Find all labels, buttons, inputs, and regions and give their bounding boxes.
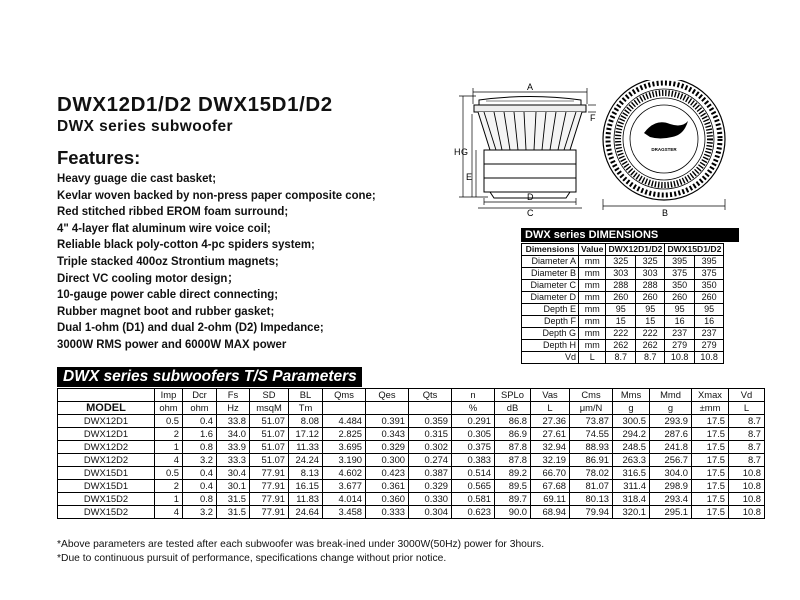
- ts-cell: %: [452, 402, 495, 415]
- ts-cell: 33.8: [217, 415, 250, 428]
- ts-header-row: [58, 389, 765, 402]
- label-c: C: [527, 208, 534, 218]
- ts-cell: Vd: [729, 389, 765, 402]
- dimensions-row: [522, 268, 724, 280]
- dimensions-row: [522, 256, 724, 268]
- dimensions-header-cell: Value: [579, 244, 606, 256]
- dimensions-cell: 260: [694, 292, 723, 304]
- ts-cell: 8.7: [729, 415, 765, 428]
- dimensions-cell: 10.8: [694, 352, 723, 364]
- ts-cell: 0.4: [183, 415, 217, 428]
- ts-cell: 0.315: [409, 428, 452, 441]
- ts-cell: 2: [155, 428, 183, 441]
- feature-item: 4" 4-layer flat aluminum wire voice coil;: [57, 220, 271, 235]
- ts-cell: 4.602: [323, 467, 366, 480]
- ts-cell: 4: [155, 454, 183, 467]
- model-cell: DWX12D1: [58, 415, 155, 428]
- ts-cell: ohm: [183, 402, 217, 415]
- ts-cell: 90.0: [495, 506, 531, 519]
- dimensions-cell: 222: [635, 328, 664, 340]
- model-cell: DWX15D1: [58, 480, 155, 493]
- ts-cell: 8.7: [729, 454, 765, 467]
- dimensions-cell: 395: [694, 256, 723, 268]
- ts-cell: 0.305: [452, 428, 495, 441]
- model-cell: MODEL: [58, 402, 155, 415]
- ts-cell: 51.07: [250, 454, 289, 467]
- dimensions-cell: 288: [635, 280, 664, 292]
- ts-cell: L: [729, 402, 765, 415]
- ts-cell: Qts: [409, 389, 452, 402]
- ts-cell: 0.8: [183, 493, 217, 506]
- feature-item: Rubber magnet boot and rubber gasket;: [57, 303, 275, 318]
- ts-cell: Qms: [323, 389, 366, 402]
- dimensions-cell: 260: [606, 292, 635, 304]
- ts-cell: 0.375: [452, 441, 495, 454]
- dimensions-header-cell: DWX12D1/D2: [606, 244, 665, 256]
- ts-cell: 32.19: [531, 454, 570, 467]
- ts-cell: 0.300: [366, 454, 409, 467]
- ts-cell: 51.07: [250, 428, 289, 441]
- dimensions-cell: 260: [635, 292, 664, 304]
- ts-cell: 68.94: [531, 506, 570, 519]
- ts-cell: 3.2: [183, 454, 217, 467]
- ts-cell: ±mm: [692, 402, 729, 415]
- ts-cell: 263.3: [613, 454, 650, 467]
- dimensions-cell: 262: [635, 340, 664, 352]
- ts-cell: 17.5: [692, 506, 729, 519]
- label-h: H: [454, 147, 461, 157]
- dimensions-cell: 15: [635, 316, 664, 328]
- dimensions-cell: 395: [665, 256, 694, 268]
- ts-cell: 318.4: [613, 493, 650, 506]
- feature-item: 10-gauge power cable direct connecting;: [57, 287, 279, 302]
- ts-cell: 0.623: [452, 506, 495, 519]
- ts-cell: dB: [495, 402, 531, 415]
- dimensions-cell: 262: [606, 340, 635, 352]
- ts-cell: 80.13: [570, 493, 613, 506]
- ts-row: [58, 493, 765, 506]
- dimensions-cell: 303: [635, 268, 664, 280]
- ts-cell: 10.8: [729, 506, 765, 519]
- feature-item: Direct VC cooling motor design；: [57, 270, 239, 285]
- ts-cell: 51.07: [250, 441, 289, 454]
- ts-cell: Qes: [366, 389, 409, 402]
- ts-cell: 0.360: [366, 493, 409, 506]
- dimensions-cell: 95: [665, 304, 694, 316]
- ts-row: [58, 480, 765, 493]
- ts-cell: 74.55: [570, 428, 613, 441]
- dimensions-cell: 237: [665, 328, 694, 340]
- model-cell: [58, 389, 155, 402]
- ts-cell: Mms: [613, 389, 650, 402]
- ts-cell: BL: [289, 389, 323, 402]
- ts-cell: 0.8: [183, 441, 217, 454]
- ts-cell: 8.7: [729, 441, 765, 454]
- ts-cell: 24.64: [289, 506, 323, 519]
- ts-cell: 86.8: [495, 415, 531, 428]
- ts-cell: 24.24: [289, 454, 323, 467]
- dimensions-cell: mm: [579, 328, 606, 340]
- ts-cell: 2.825: [323, 428, 366, 441]
- ts-row: [58, 506, 765, 519]
- ts-cell: 316.5: [613, 467, 650, 480]
- dimensions-cell: 303: [606, 268, 635, 280]
- dimensions-cell: 325: [606, 256, 635, 268]
- label-b: B: [662, 208, 669, 218]
- ts-cell: Vas: [531, 389, 570, 402]
- ts-cell: Hz: [217, 402, 250, 415]
- model-cell: DWX15D2: [58, 493, 155, 506]
- ts-cell: 17.5: [692, 415, 729, 428]
- ts-cell: 248.5: [613, 441, 650, 454]
- ts-cell: Cms: [570, 389, 613, 402]
- dimensions-cell: 222: [606, 328, 635, 340]
- dimensions-cell: 16: [665, 316, 694, 328]
- page-title: DWX12D1/D2 DWX15D1/D2: [57, 93, 333, 116]
- ts-cell: 78.02: [570, 467, 613, 480]
- ts-cell: 1.6: [183, 428, 217, 441]
- ts-cell: 67.68: [531, 480, 570, 493]
- ts-cell: 30.4: [217, 467, 250, 480]
- dimensions-cell: 350: [665, 280, 694, 292]
- ts-row: [58, 428, 765, 441]
- ts-cell: g: [613, 402, 650, 415]
- dimensions-cell: mm: [579, 304, 606, 316]
- ts-row: [58, 415, 765, 428]
- features-heading: Features:: [57, 147, 141, 168]
- ts-cell: ohm: [155, 402, 183, 415]
- dimensions-header-cell: DWX15D1/D2: [665, 244, 724, 256]
- feature-item: Dual 1-ohm (D1) and dual 2-ohm (D2) Impedance;: [57, 320, 324, 335]
- dimensions-cell: mm: [579, 292, 606, 304]
- ts-cell: 304.0: [650, 467, 692, 480]
- ts-cell: SPLo: [495, 389, 531, 402]
- brand-logo-text: DRAGSTER: [651, 147, 677, 152]
- dimensions-cell: Depth F: [522, 316, 579, 328]
- dimensions-cell: 8.7: [606, 352, 635, 364]
- ts-parameters-table: [57, 388, 765, 519]
- dimensions-cell: Diameter B: [522, 268, 579, 280]
- ts-cell: 3.695: [323, 441, 366, 454]
- ts-cell: 27.36: [531, 415, 570, 428]
- dimensions-header-cell: Dimensions: [522, 244, 579, 256]
- dimensions-cell: 10.8: [665, 352, 694, 364]
- ts-cell: 0.329: [366, 441, 409, 454]
- footnotes: [57, 538, 544, 566]
- ts-cell: 33.9: [217, 441, 250, 454]
- ts-cell: 0.4: [183, 480, 217, 493]
- ts-cell: Dcr: [183, 389, 217, 402]
- ts-cell: 3.458: [323, 506, 366, 519]
- ts-cell: 0.333: [366, 506, 409, 519]
- ts-cell: 17.5: [692, 441, 729, 454]
- ts-cell: 11.83: [289, 493, 323, 506]
- model-cell: DWX15D1: [58, 467, 155, 480]
- ts-cell: 77.91: [250, 506, 289, 519]
- dimensions-cell: 15: [606, 316, 635, 328]
- feature-item: 3000W RMS power and 6000W MAX power: [57, 336, 287, 351]
- ts-cell: Fs: [217, 389, 250, 402]
- ts-cell: 0.343: [366, 428, 409, 441]
- dimensions-cell: Diameter A: [522, 256, 579, 268]
- label-d: D: [527, 192, 534, 202]
- dimensions-cell: 16: [694, 316, 723, 328]
- dimensions-cell: 375: [665, 268, 694, 280]
- ts-cell: 32.94: [531, 441, 570, 454]
- ts-cell: 0.5: [155, 415, 183, 428]
- ts-cell: 3.677: [323, 480, 366, 493]
- ts-cell: 66.70: [531, 467, 570, 480]
- ts-cell: Tm: [289, 402, 323, 415]
- dimensions-cell: 375: [694, 268, 723, 280]
- ts-cell: 0.304: [409, 506, 452, 519]
- ts-cell: 31.5: [217, 506, 250, 519]
- feature-item: Kevlar woven backed by non-press paper composite cone;: [57, 187, 376, 202]
- front-view: [603, 80, 725, 210]
- dimensions-row: [522, 280, 724, 292]
- page-subtitle: DWX series subwoofer: [57, 118, 233, 135]
- dimensions-row: [522, 352, 724, 364]
- ts-cell: L: [531, 402, 570, 415]
- ts-cell: g: [650, 402, 692, 415]
- ts-cell: [409, 402, 452, 415]
- model-cell: DWX12D2: [58, 441, 155, 454]
- ts-cell: 0.581: [452, 493, 495, 506]
- ts-cell: 73.87: [570, 415, 613, 428]
- dimensions-cell: mm: [579, 316, 606, 328]
- ts-cell: 87.8: [495, 441, 531, 454]
- dimensions-cell: 95: [635, 304, 664, 316]
- ts-cell: [366, 402, 409, 415]
- ts-cell: 89.7: [495, 493, 531, 506]
- dimensions-cell: Diameter C: [522, 280, 579, 292]
- ts-cell: 1: [155, 441, 183, 454]
- ts-cell: 320.1: [613, 506, 650, 519]
- label-f: F: [590, 113, 596, 123]
- ts-cell: 3.2: [183, 506, 217, 519]
- dimensions-row: [522, 292, 724, 304]
- ts-cell: 0.383: [452, 454, 495, 467]
- ts-cell: 89.2: [495, 467, 531, 480]
- ts-cell: 0.391: [366, 415, 409, 428]
- ts-cell: 8.08: [289, 415, 323, 428]
- dimensions-table: [521, 243, 724, 364]
- dimensions-cell: 237: [694, 328, 723, 340]
- dimensions-cell: Depth H: [522, 340, 579, 352]
- ts-cell: 311.4: [613, 480, 650, 493]
- ts-cell: 86.91: [570, 454, 613, 467]
- ts-units-row: [58, 402, 765, 415]
- ts-cell: 30.1: [217, 480, 250, 493]
- ts-cell: 0.423: [366, 467, 409, 480]
- ts-cell: 17.5: [692, 493, 729, 506]
- ts-cell: 0.565: [452, 480, 495, 493]
- ts-parameters-title: DWX series subwoofers T/S Parameters: [57, 367, 362, 387]
- ts-cell: 4.014: [323, 493, 366, 506]
- ts-cell: 293.9: [650, 415, 692, 428]
- footnote: *Due to continuous pursuit of performance, specifications change without prior notice.: [57, 553, 447, 564]
- ts-cell: 51.07: [250, 415, 289, 428]
- ts-cell: msqM: [250, 402, 289, 415]
- dimensions-cell: mm: [579, 256, 606, 268]
- ts-cell: 287.6: [650, 428, 692, 441]
- ts-cell: 0.361: [366, 480, 409, 493]
- ts-cell: 0.4: [183, 467, 217, 480]
- ts-cell: 16.15: [289, 480, 323, 493]
- ts-cell: 2: [155, 480, 183, 493]
- footnote: *Above parameters are tested after each subwoofer was break-ined under 3000W(50Hz) power for 3hours.: [57, 539, 545, 550]
- dimensions-cell: 288: [606, 280, 635, 292]
- ts-cell: 89.5: [495, 480, 531, 493]
- ts-cell: 81.07: [570, 480, 613, 493]
- feature-item: Heavy guage die cast basket;: [57, 171, 217, 185]
- dimensions-cell: 95: [694, 304, 723, 316]
- ts-cell: 77.91: [250, 467, 289, 480]
- dimensions-row: [522, 304, 724, 316]
- features-list: [57, 170, 403, 353]
- dimensions-cell: 350: [694, 280, 723, 292]
- label-e: E: [466, 172, 473, 182]
- ts-cell: 10.8: [729, 493, 765, 506]
- ts-cell: 0.274: [409, 454, 452, 467]
- ts-row: [58, 441, 765, 454]
- ts-cell: 17.12: [289, 428, 323, 441]
- ts-cell: 0.359: [409, 415, 452, 428]
- ts-cell: 27.61: [531, 428, 570, 441]
- ts-cell: [323, 402, 366, 415]
- dimensions-cell: 325: [635, 256, 664, 268]
- ts-cell: 300.5: [613, 415, 650, 428]
- ts-row: [58, 467, 765, 480]
- ts-cell: 17.5: [692, 428, 729, 441]
- ts-cell: 294.2: [613, 428, 650, 441]
- ts-cell: 0.5: [155, 467, 183, 480]
- ts-cell: 88.93: [570, 441, 613, 454]
- ts-cell: 293.4: [650, 493, 692, 506]
- ts-cell: 17.5: [692, 467, 729, 480]
- ts-cell: 31.5: [217, 493, 250, 506]
- dimensions-header-row: [522, 244, 724, 256]
- dimensions-cell: Vd: [522, 352, 579, 364]
- dimensions-cell: 279: [665, 340, 694, 352]
- ts-cell: 4.484: [323, 415, 366, 428]
- dimensions-cell: Diameter D: [522, 292, 579, 304]
- ts-cell: 86.9: [495, 428, 531, 441]
- ts-cell: 11.33: [289, 441, 323, 454]
- label-g: G: [461, 147, 469, 157]
- ts-cell: 0.329: [409, 480, 452, 493]
- ts-cell: Xmax: [692, 389, 729, 402]
- dimensions-cell: mm: [579, 280, 606, 292]
- ts-cell: n: [452, 389, 495, 402]
- ts-cell: 256.7: [650, 454, 692, 467]
- ts-cell: 8.7: [729, 428, 765, 441]
- dimensions-cell: 95: [606, 304, 635, 316]
- ts-cell: 87.8: [495, 454, 531, 467]
- ts-cell: 0.330: [409, 493, 452, 506]
- ts-cell: 0.387: [409, 467, 452, 480]
- ts-cell: 8.13: [289, 467, 323, 480]
- ts-cell: 295.1: [650, 506, 692, 519]
- dimensions-title: DWX series DIMENSIONS: [521, 228, 739, 242]
- ts-cell: 17.5: [692, 480, 729, 493]
- side-view: [459, 88, 596, 208]
- dimensions-row: [522, 328, 724, 340]
- feature-item: Reliable black poly-cotton 4-pc spiders system;: [57, 237, 315, 252]
- subwoofer-drawing: [440, 80, 740, 220]
- ts-cell: 33.3: [217, 454, 250, 467]
- dimensions-cell: L: [579, 352, 606, 364]
- ts-cell: μm/N: [570, 402, 613, 415]
- ts-cell: 298.9: [650, 480, 692, 493]
- ts-row: [58, 454, 765, 467]
- feature-item: Triple stacked 400oz Strontium magnets;: [57, 253, 279, 268]
- ts-cell: 34.0: [217, 428, 250, 441]
- dimensions-cell: Depth G: [522, 328, 579, 340]
- ts-cell: 0.514: [452, 467, 495, 480]
- ts-cell: 4: [155, 506, 183, 519]
- ts-cell: 10.8: [729, 467, 765, 480]
- feature-item: Red stitched ribbed EROM foam surround;: [57, 204, 289, 219]
- ts-cell: 3.190: [323, 454, 366, 467]
- ts-cell: 0.302: [409, 441, 452, 454]
- ts-cell: 1: [155, 493, 183, 506]
- ts-cell: SD: [250, 389, 289, 402]
- model-cell: DWX15D2: [58, 506, 155, 519]
- ts-cell: 77.91: [250, 493, 289, 506]
- dimensions-cell: mm: [579, 268, 606, 280]
- model-cell: DWX12D2: [58, 454, 155, 467]
- dimensions-cell: 8.7: [635, 352, 664, 364]
- dimensions-cell: mm: [579, 340, 606, 352]
- dimensions-cell: 260: [665, 292, 694, 304]
- ts-cell: 0.291: [452, 415, 495, 428]
- ts-cell: Imp: [155, 389, 183, 402]
- ts-cell: Mmd: [650, 389, 692, 402]
- ts-cell: 77.91: [250, 480, 289, 493]
- ts-cell: 10.8: [729, 480, 765, 493]
- dimensions-row: [522, 316, 724, 328]
- ts-cell: 17.5: [692, 454, 729, 467]
- ts-cell: 69.11: [531, 493, 570, 506]
- ts-cell: 241.8: [650, 441, 692, 454]
- ts-cell: 79.94: [570, 506, 613, 519]
- label-a: A: [527, 82, 534, 92]
- dimensions-cell: Depth E: [522, 304, 579, 316]
- dimensions-cell: 279: [694, 340, 723, 352]
- model-cell: DWX12D1: [58, 428, 155, 441]
- dimensions-row: [522, 340, 724, 352]
